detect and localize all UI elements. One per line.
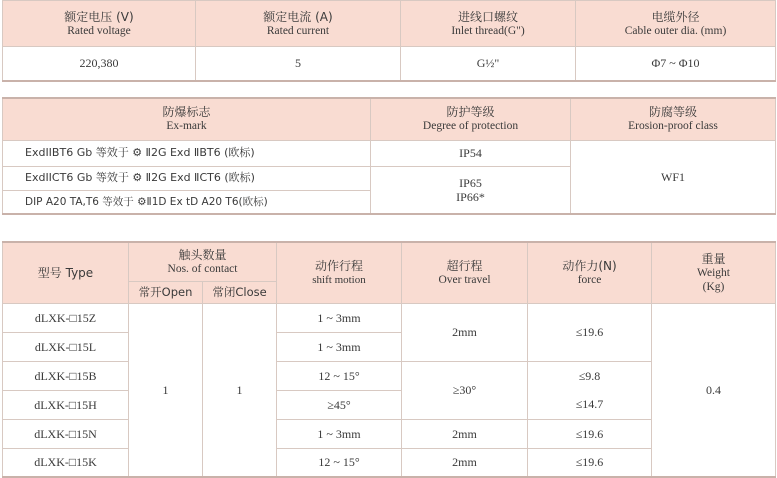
header-en: Erosion-proof class [628, 120, 718, 133]
header-open: 常开Open [129, 281, 203, 303]
inlet-thread-value: G½" [401, 47, 576, 81]
header-close: 常闭Close [203, 281, 277, 303]
force-cell: ≤19.6 [528, 419, 652, 448]
header-zh: 动作行程 [315, 258, 364, 273]
force-cell: ≤14.7 [528, 390, 652, 419]
header-en: shift motion [312, 273, 366, 286]
header-rated-voltage [3, 1, 196, 47]
force-cell: ≤9.8 [528, 361, 652, 390]
header-zh: 进线口螺纹 [457, 9, 518, 24]
electrical-spec-table [2, 0, 776, 82]
shift-cell: 12 ~ 15° [277, 361, 402, 390]
rated-voltage-value: 220,380 [3, 47, 196, 81]
header-en: Ex-mark [166, 120, 207, 133]
protection-ip65: IP65 [459, 175, 482, 190]
open-count: 1 [129, 303, 203, 477]
model-cell: dLXK-□15K [3, 448, 129, 477]
erosion-class-value: WF1 [571, 140, 776, 214]
header-en: Degree of protection [422, 120, 519, 133]
header-protection [371, 98, 571, 140]
force-cell: ≤19.6 [528, 303, 652, 361]
shift-cell: 12 ~ 15° [277, 448, 402, 477]
header-weight [652, 242, 776, 303]
ex-mark-row-3: DIP A20 TA,T6 等效于 ⚙Ⅱ1D Ex tD A20 T6(欧标) [3, 190, 371, 214]
header-zh: 重量 [701, 251, 726, 266]
shift-cell: 1 ~ 3mm [277, 303, 402, 332]
model-cell: dLXK-□15Z [3, 303, 129, 332]
header-zh: 防腐等级 [648, 105, 697, 120]
header-en: Nos. of contact [167, 262, 238, 275]
header-en: Rated current [266, 24, 330, 37]
model-spec-table [2, 241, 776, 478]
protection-ip54: IP54 [371, 140, 571, 166]
header-zh: 电缆外径 [651, 9, 700, 24]
header-cable-dia [576, 1, 776, 47]
header-inlet-thread [401, 1, 576, 47]
ex-protection-table [2, 97, 776, 215]
header-en: Rated voltage [67, 24, 131, 37]
rated-current-value: 5 [196, 47, 401, 81]
shift-cell: 1 ~ 3mm [277, 419, 402, 448]
model-cell: dLXK-□15L [3, 332, 129, 361]
header-en: Weight [697, 266, 730, 279]
cable-dia-value: Φ7 ~ Φ10 [576, 47, 776, 81]
header-zh: 防爆标志 [162, 105, 211, 120]
protection-ip65-ip66 [371, 166, 571, 214]
header-en: Over travel [438, 273, 491, 286]
shift-cell: ≥45° [277, 390, 402, 419]
over-travel-cell: 2mm [402, 419, 528, 448]
header-zh: 额定电流 (A) [263, 9, 333, 24]
header-en: force [577, 273, 602, 286]
header-erosion [571, 98, 776, 140]
header-zh: 触头数量 [178, 247, 227, 262]
protection-ip66: IP66* [456, 189, 485, 204]
header-rated-current [196, 1, 401, 47]
model-cell: dLXK-□15B [3, 361, 129, 390]
close-count: 1 [203, 303, 277, 477]
header-zh: 动作力(N) [562, 258, 617, 273]
header-zh: 超行程 [446, 258, 483, 273]
header-unit: (Kg) [702, 280, 725, 293]
header-zh: 防护等级 [446, 105, 495, 120]
over-travel-cell: 2mm [402, 448, 528, 477]
header-over-travel [402, 242, 528, 303]
weight-value: 0.4 [652, 303, 776, 477]
force-cell: ≤19.6 [528, 448, 652, 477]
ex-mark-row-2: ExdIICT6 Gb 等效于 ⚙ Ⅱ2G Exd ⅡCT6 (欧标) [3, 166, 371, 190]
header-shift [277, 242, 402, 303]
header-en: Inlet thread(G") [451, 24, 525, 37]
model-cell: dLXK-□15N [3, 419, 129, 448]
header-zh: 额定电压 (V) [64, 9, 134, 24]
shift-cell: 1 ~ 3mm [277, 332, 402, 361]
over-travel-cell: ≥30° [402, 361, 528, 419]
over-travel-cell: 2mm [402, 303, 528, 361]
header-type: 型号 Type [3, 242, 129, 303]
header-contacts [129, 242, 277, 281]
header-en: Cable outer dia. (mm) [624, 24, 727, 37]
header-ex-mark [3, 98, 371, 140]
header-force [528, 242, 652, 303]
ex-mark-row-1: ExdIIBT6 Gb 等效于 ⚙ Ⅱ2G Exd ⅡBT6 (欧标) [3, 140, 371, 166]
model-cell: dLXK-□15H [3, 390, 129, 419]
